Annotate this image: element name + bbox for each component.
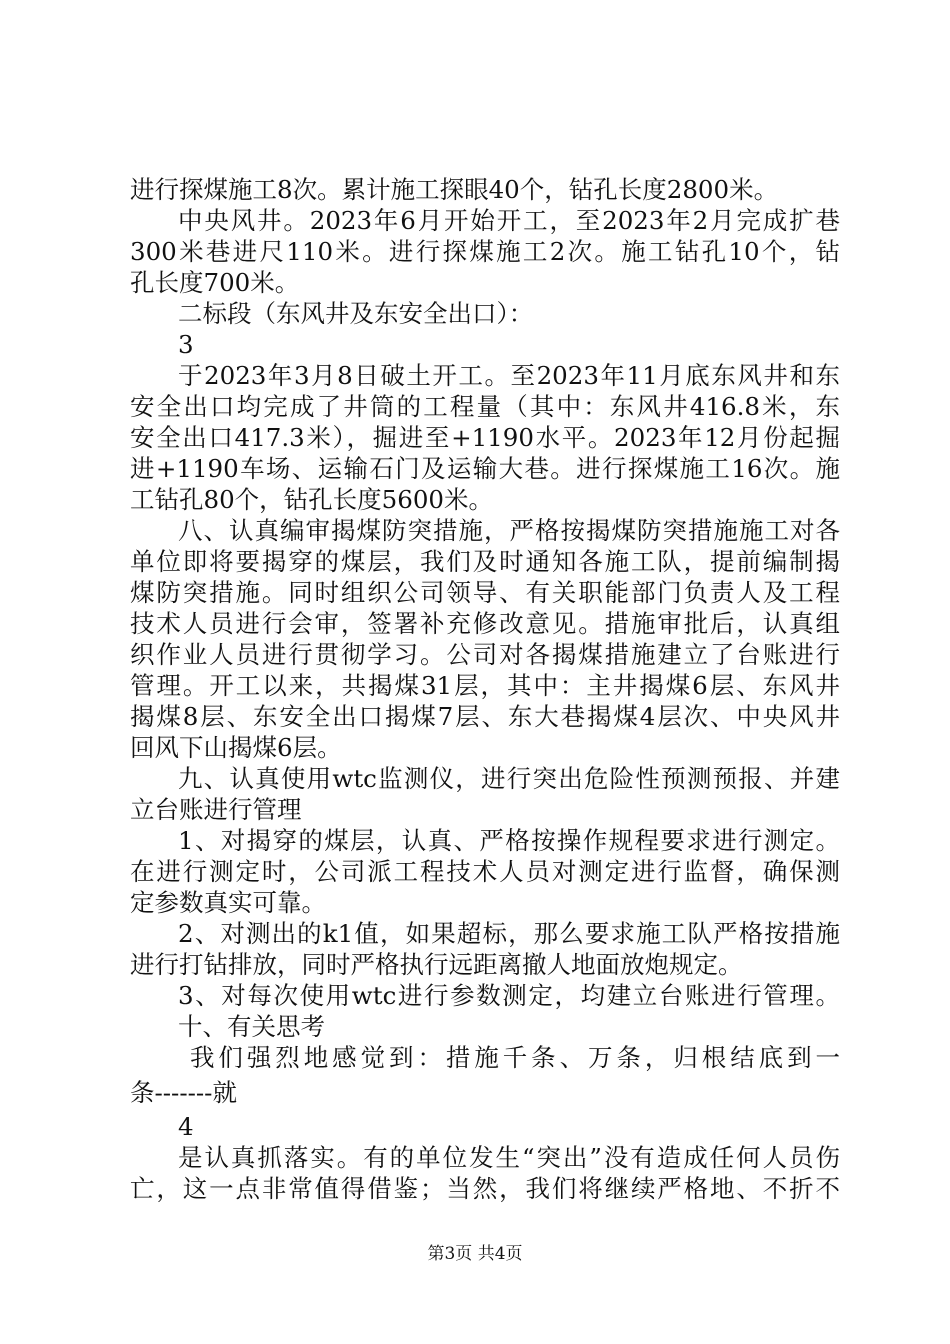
text-line: 3 [178, 330, 194, 359]
text-line: 立台账进行管理 [130, 795, 302, 824]
text-line: 我们强烈地感觉到：措施千条、万条，归根结底到一 [190, 1043, 840, 1072]
text-line: 2、对测出的k1值，如果超标，那么要求施工队严格按措施 [178, 919, 840, 948]
text-line: 孔长度700米。 [130, 268, 300, 297]
text-line: 定参数真实可靠。 [130, 888, 326, 917]
text-line: 二标段（东风井及东安全出口）： [178, 299, 534, 328]
text-line: 是认真抓落实。有的单位发生“突出”没有造成任何人员伤 [178, 1143, 840, 1172]
page-footer: 第3页 共4页 [427, 1244, 523, 1264]
text-line: 亡，这一点非常值得借鉴；当然，我们将继续严格地、不折不 [130, 1174, 840, 1203]
text-line: 在进行测定时，公司派工程技术人员对测定进行监督，确保测 [130, 857, 840, 886]
text-line: 织作业人员进行贯彻学习。公司对各揭煤措施建立了台账进行 [130, 640, 840, 669]
text-line: 300米巷进尺110米。进行探煤施工2次。施工钻孔10个，钻 [130, 237, 840, 266]
text-line: 八、认真编审揭煤防突措施，严格按揭煤防突措施施工对各 [178, 516, 840, 545]
text-line: 工钻孔80个，钻孔长度5600米。 [130, 485, 494, 514]
text-line: 揭煤8层、东安全出口揭煤7层、东大巷揭煤4层次、中央风井 [130, 702, 840, 731]
text-line: 技术人员进行会审，签署补充修改意见。措施审批后，认真组 [130, 609, 840, 638]
text-line: 3、对每次使用wtc进行参数测定，均建立台账进行管理。 [178, 981, 840, 1010]
text-line: 回风下山揭煤6层。 [130, 733, 342, 762]
text-line: 管理。开工以来，共揭煤31层，其中：主井揭煤6层、东风井 [130, 671, 840, 700]
text-line: 煤防突措施。同时组织公司领导、有关职能部门负责人及工程 [130, 578, 840, 607]
text-line: 4 [178, 1112, 194, 1141]
text-line: 九、认真使用wtc监测仪，进行突出危险性预测预报、并建 [178, 764, 840, 793]
text-line: 单位即将要揭穿的煤层，我们及时通知各施工队，提前编制揭 [130, 547, 840, 576]
text-line: 十、有关思考 [178, 1012, 325, 1041]
document-body [130, 174, 840, 1204]
text-line: 于2023年3月8日破土开工。至2023年11月底东风井和东 [178, 361, 840, 390]
text-line: 安全出口均完成了井筒的工程量（其中：东风井416.8米，东 [130, 392, 840, 421]
text-line: 1、对揭穿的煤层，认真、严格按操作规程要求进行测定。 [178, 826, 840, 855]
text-line: 进行探煤施工8次。累计施工探眼40个，钻孔长度2800米。 [130, 175, 779, 204]
text-line: 安全出口417.3米），掘进至+1190水平。2023年12月份起掘 [130, 423, 840, 452]
text-line: 条-------就 [130, 1078, 237, 1107]
text-line: 进+1190车场、运输石门及运输大巷。进行探煤施工16次。施 [130, 454, 840, 483]
text-line: 进行打钻排放，同时严格执行远距离撤人地面放炮规定。 [130, 950, 743, 979]
text-line: 中央风井。2023年6月开始开工，至2023年2月完成扩巷 [178, 206, 840, 235]
